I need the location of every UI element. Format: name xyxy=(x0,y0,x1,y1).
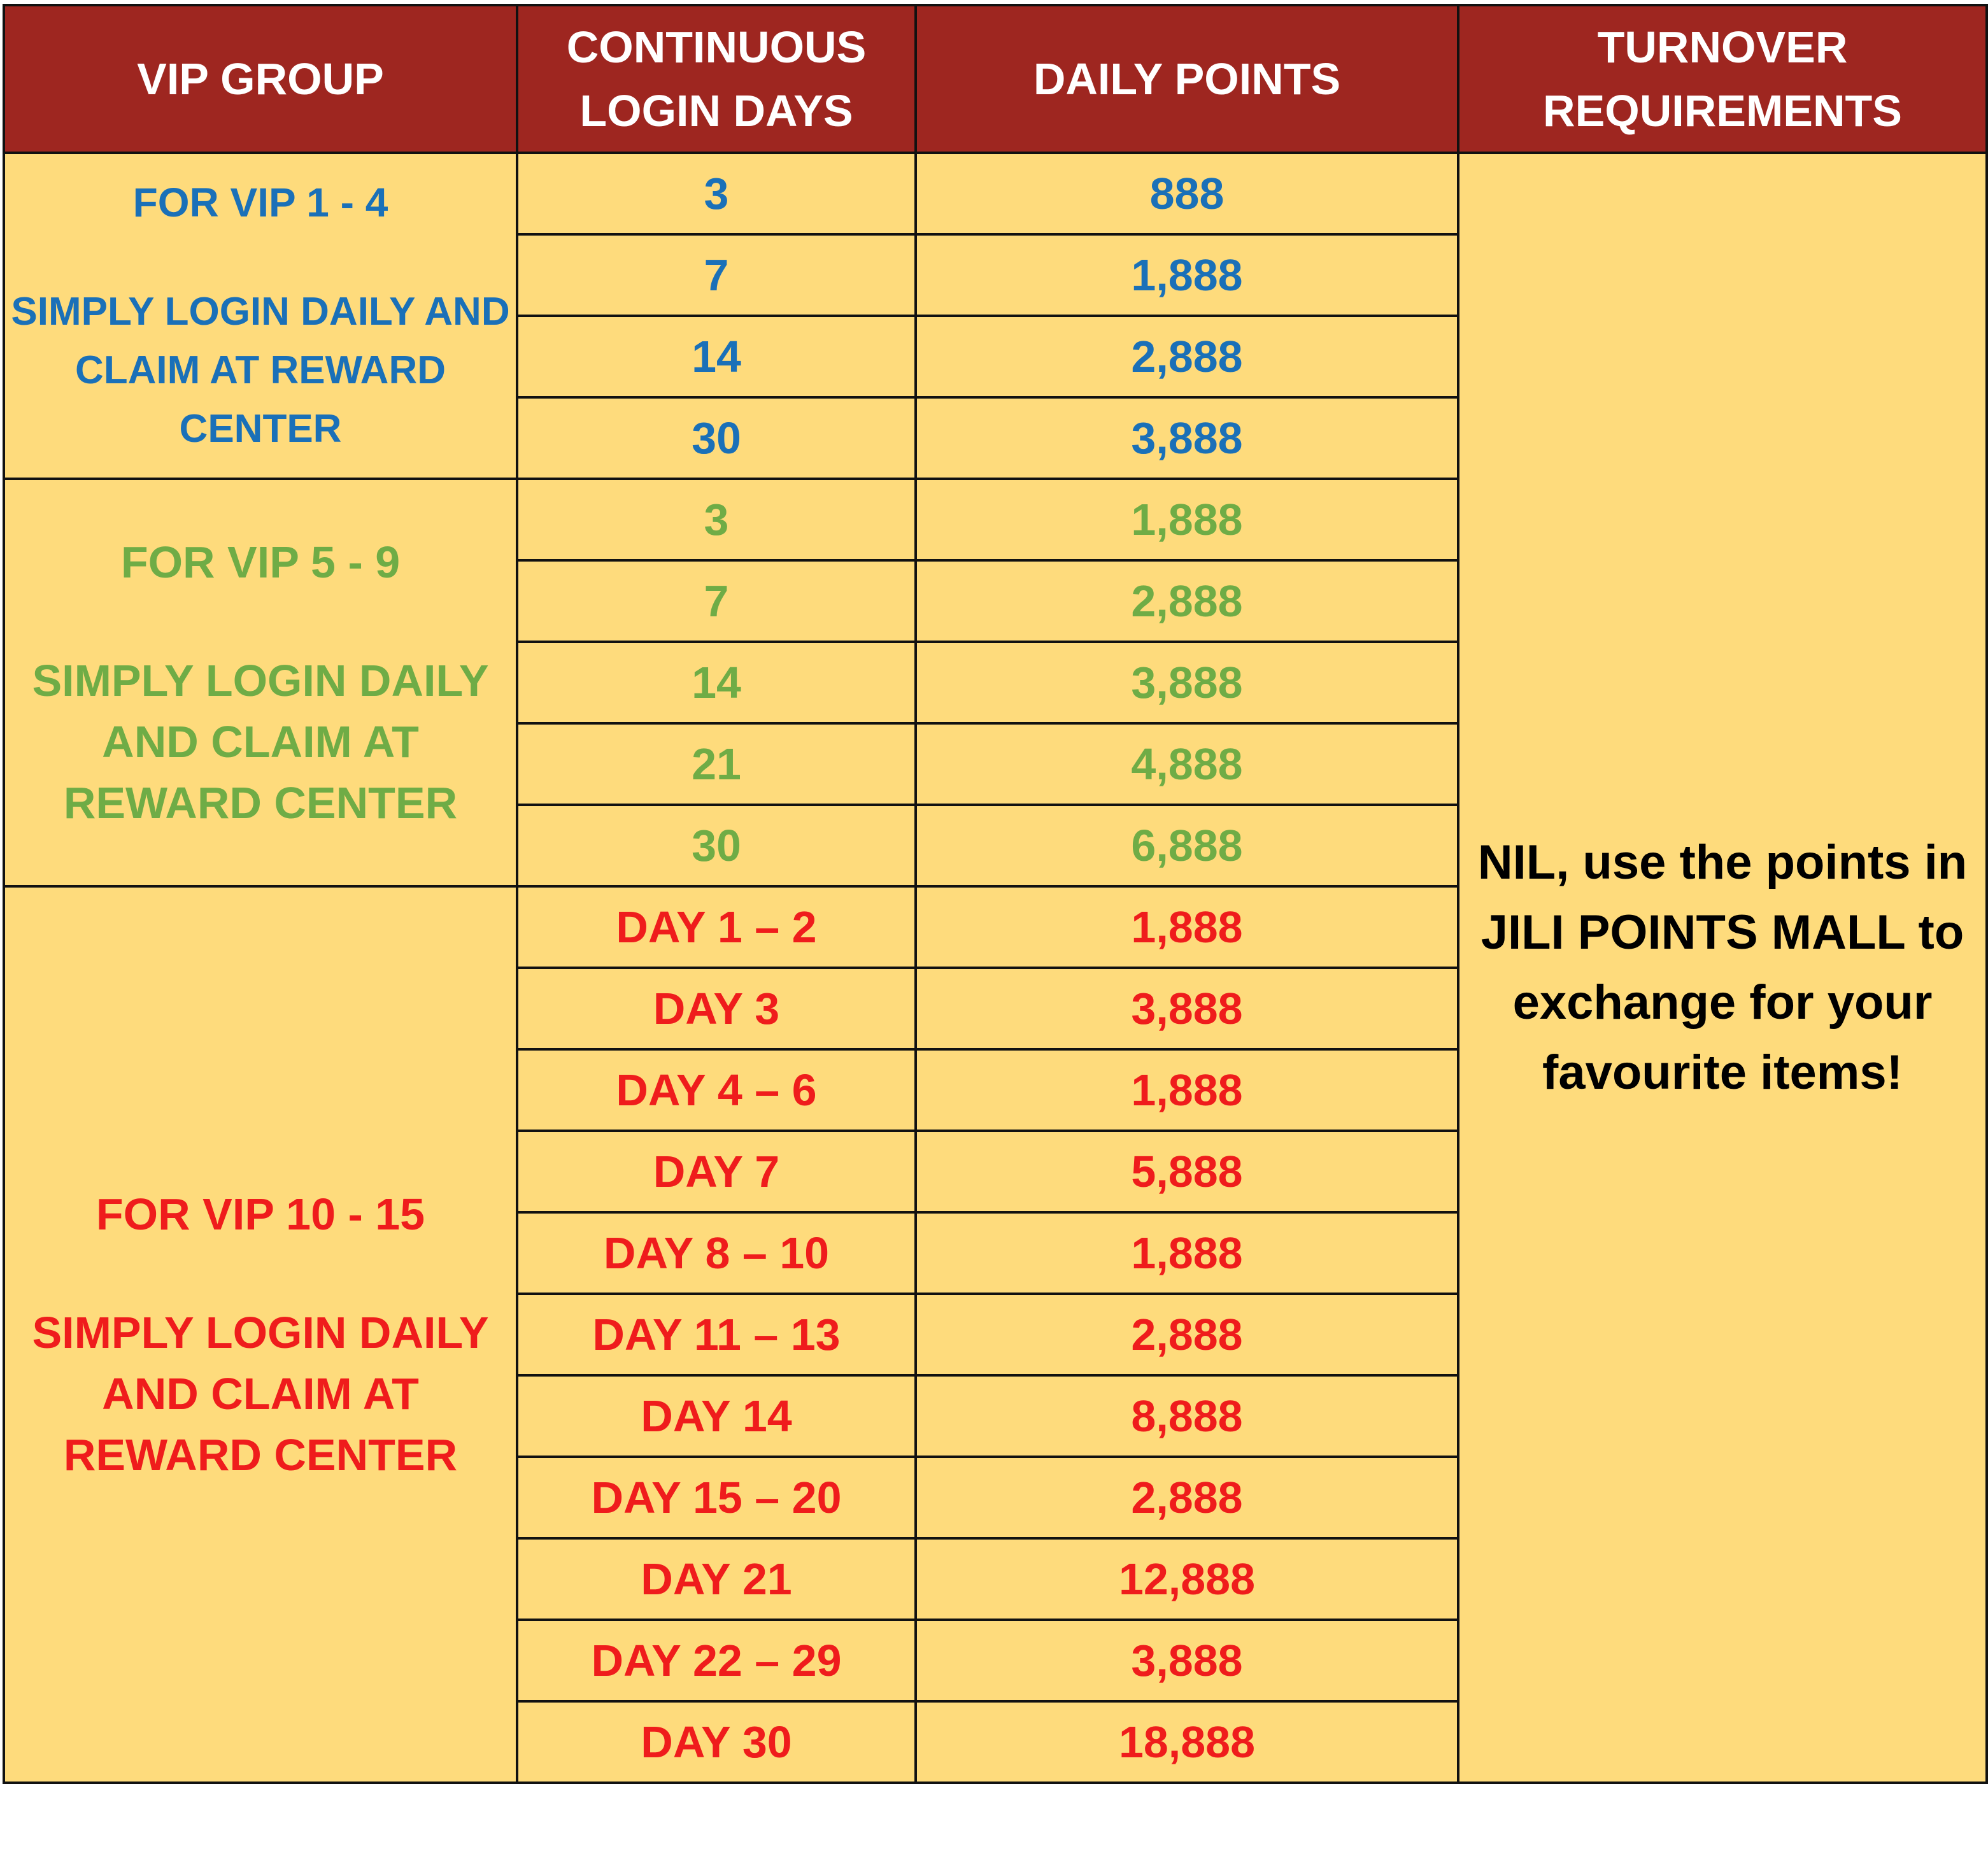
daily-points-cell: 8,888 xyxy=(916,1375,1458,1457)
table-header xyxy=(4,5,1987,153)
login-days-cell: 14 xyxy=(517,316,916,397)
login-days-cell: DAY 1 – 2 xyxy=(517,886,916,968)
daily-points-cell: 4,888 xyxy=(916,723,1458,805)
reward-table-container xyxy=(3,4,1988,1784)
vip-group-title: FOR VIP 5 - 9 xyxy=(120,537,401,587)
header-daily-points-label: DAILY POINTS xyxy=(1033,54,1341,104)
header-login-days-line2: LOGIN DAYS xyxy=(579,86,853,136)
daily-points-cell: 2,888 xyxy=(916,316,1458,397)
header-vip-group-label: VIP GROUP xyxy=(137,54,384,104)
header-row xyxy=(4,5,1987,153)
vip-group-cell xyxy=(4,886,517,1783)
vip-group-title: FOR VIP 10 - 15 xyxy=(96,1189,425,1239)
turnover-requirements-cell xyxy=(1458,153,1987,1783)
login-days-cell: 14 xyxy=(517,642,916,723)
daily-points-cell: 1,888 xyxy=(916,479,1458,560)
header-login-days-line1: CONTINUOUS xyxy=(566,22,867,72)
header-turnover-line2: REQUIREMENTS xyxy=(1543,86,1902,136)
login-days-cell: 3 xyxy=(517,153,916,234)
header-turnover xyxy=(1458,5,1987,153)
daily-points-cell: 1,888 xyxy=(916,1049,1458,1131)
login-days-cell: 7 xyxy=(517,560,916,642)
login-days-cell: DAY 30 xyxy=(517,1701,916,1783)
vip-group-title: FOR VIP 1 - 4 xyxy=(132,180,388,225)
login-days-cell: 3 xyxy=(517,479,916,560)
login-days-cell: 7 xyxy=(517,234,916,316)
login-days-cell: DAY 8 – 10 xyxy=(517,1212,916,1294)
daily-points-cell: 3,888 xyxy=(916,397,1458,479)
table-body xyxy=(4,153,1987,1783)
daily-points-cell: 3,888 xyxy=(916,968,1458,1049)
daily-points-cell: 6,888 xyxy=(916,805,1458,886)
header-vip-group xyxy=(4,5,517,153)
daily-points-cell: 2,888 xyxy=(916,1294,1458,1375)
login-days-cell: DAY 21 xyxy=(517,1538,916,1620)
vip-group-cell xyxy=(4,479,517,886)
daily-points-cell: 1,888 xyxy=(916,886,1458,968)
vip-login-rewards-table xyxy=(3,4,1988,1784)
header-turnover-line1: TURNOVER xyxy=(1597,22,1848,72)
daily-points-cell: 12,888 xyxy=(916,1538,1458,1620)
login-days-cell: 21 xyxy=(517,723,916,805)
vip-group-description: SIMPLY LOGIN DAILY AND CLAIM AT REWARD CENTER xyxy=(32,656,489,828)
login-days-cell: 30 xyxy=(517,397,916,479)
login-days-cell: DAY 22 – 29 xyxy=(517,1620,916,1701)
daily-points-cell: 2,888 xyxy=(916,560,1458,642)
header-daily-points xyxy=(916,5,1458,153)
header-login-days xyxy=(517,5,916,153)
daily-points-cell: 18,888 xyxy=(916,1701,1458,1783)
login-days-cell: DAY 14 xyxy=(517,1375,916,1457)
daily-points-cell: 3,888 xyxy=(916,1620,1458,1701)
vip-group-description: SIMPLY LOGIN DAILY AND CLAIM AT REWARD CENTER xyxy=(11,290,510,451)
daily-points-cell: 1,888 xyxy=(916,1212,1458,1294)
login-days-cell: DAY 3 xyxy=(517,968,916,1049)
vip-group-cell xyxy=(4,153,517,479)
login-days-cell: DAY 11 – 13 xyxy=(517,1294,916,1375)
table-row xyxy=(4,153,1987,234)
turnover-requirements-text: NIL, use the points in JILI POINTS MALL to exchange for your favourite items! xyxy=(1477,835,1968,1100)
vip-group-description: SIMPLY LOGIN DAILY AND CLAIM AT REWARD CENTER xyxy=(32,1308,489,1480)
login-days-cell: DAY 15 – 20 xyxy=(517,1457,916,1538)
daily-points-cell: 2,888 xyxy=(916,1457,1458,1538)
daily-points-cell: 888 xyxy=(916,153,1458,234)
daily-points-cell: 1,888 xyxy=(916,234,1458,316)
login-days-cell: 30 xyxy=(517,805,916,886)
daily-points-cell: 3,888 xyxy=(916,642,1458,723)
daily-points-cell: 5,888 xyxy=(916,1131,1458,1212)
login-days-cell: DAY 7 xyxy=(517,1131,916,1212)
login-days-cell: DAY 4 – 6 xyxy=(517,1049,916,1131)
